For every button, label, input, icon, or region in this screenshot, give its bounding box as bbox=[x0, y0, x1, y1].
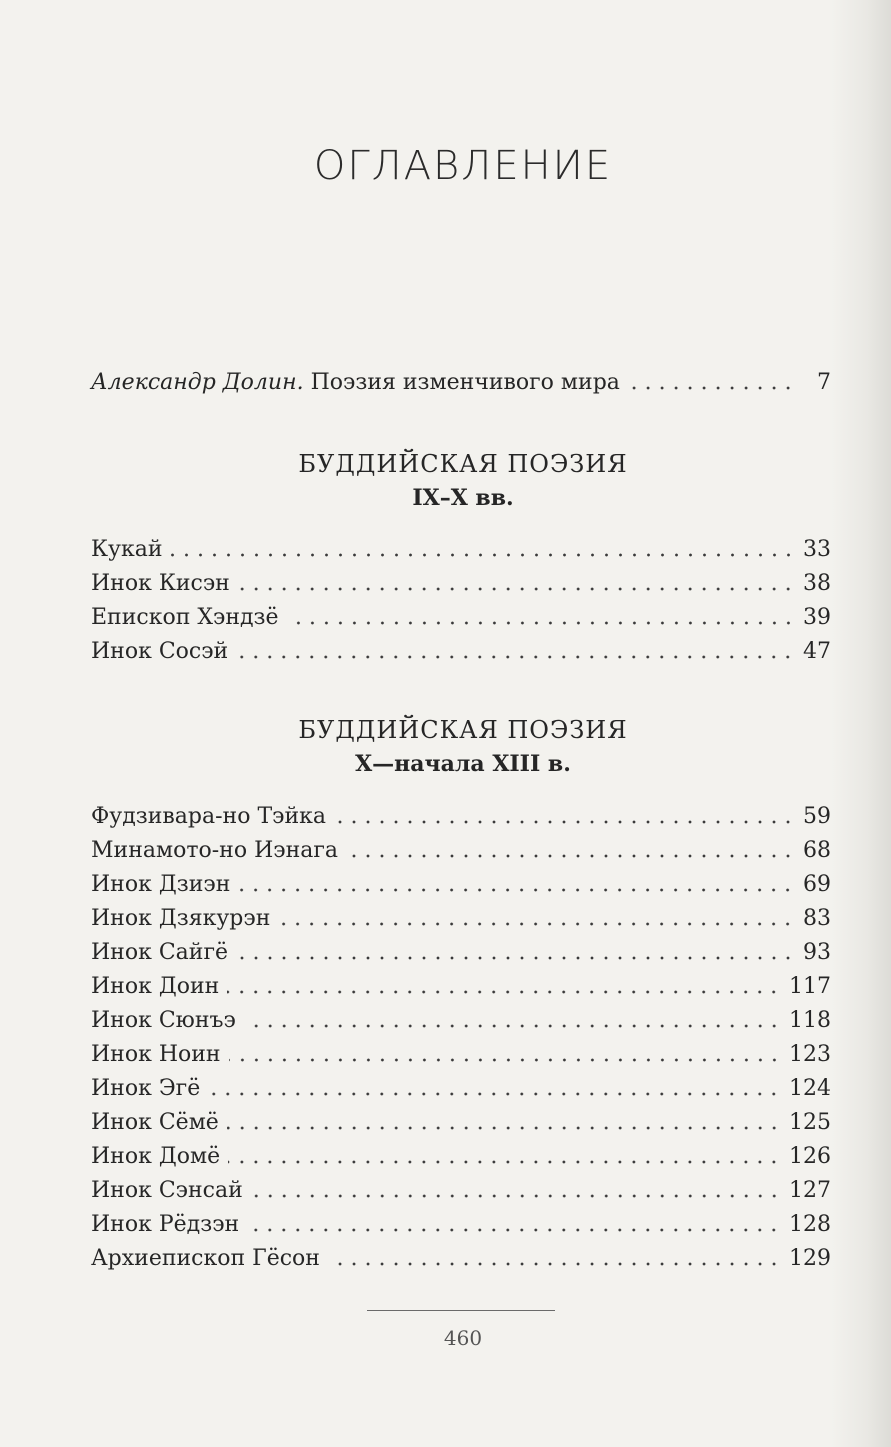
entry-name: Инок Дзякурэн bbox=[91, 906, 271, 931]
section-heading: БУДДИЙСКАЯ ПОЭЗИЯ bbox=[298, 450, 628, 478]
dot-leader bbox=[238, 888, 795, 892]
entry-name: Инок Дзиэн bbox=[91, 872, 231, 897]
entry-page: 83 bbox=[803, 906, 831, 931]
entry-page: 124 bbox=[789, 1076, 831, 1101]
footer-rule bbox=[367, 1310, 555, 1311]
toc-entry[interactable] bbox=[91, 1004, 831, 1038]
entry-page: 123 bbox=[789, 1042, 831, 1067]
entry-name: Инок Эгё bbox=[91, 1076, 201, 1101]
entry-name: Минамото-но Иэнага bbox=[91, 838, 339, 863]
dot-leader bbox=[236, 956, 795, 960]
toc-entry[interactable] bbox=[91, 1038, 831, 1072]
entry-page: 127 bbox=[789, 1178, 831, 1203]
dot-leader bbox=[287, 621, 795, 625]
entry-name: Кукай bbox=[91, 537, 163, 562]
toc-entry[interactable] bbox=[91, 1208, 831, 1242]
section-heading: БУДДИЙСКАЯ ПОЭЗИЯ bbox=[298, 716, 628, 744]
entry-page: 69 bbox=[803, 872, 831, 897]
dot-leader bbox=[229, 1058, 781, 1062]
toc-entry[interactable] bbox=[91, 533, 831, 567]
toc-entry[interactable] bbox=[91, 1242, 831, 1276]
entry-name: Инок Ноин bbox=[91, 1042, 221, 1067]
entry-name: Инок Кисэн bbox=[91, 571, 230, 596]
entry-name: Инок Сюнъэ bbox=[91, 1008, 236, 1033]
entry-title: Поэзия изменчивого мира bbox=[310, 370, 620, 395]
dot-leader bbox=[334, 820, 795, 824]
toc-entry[interactable] bbox=[91, 1140, 831, 1174]
entry-name: Инок Домё bbox=[91, 1144, 221, 1169]
toc-entry[interactable] bbox=[91, 800, 831, 834]
toc-entry[interactable] bbox=[91, 868, 831, 902]
toc-entry[interactable] bbox=[91, 635, 831, 669]
dot-leader bbox=[238, 587, 795, 591]
entry-author: Александр Долин. bbox=[91, 370, 304, 395]
page-title: ОГЛАВЛЕНИЕ bbox=[313, 143, 613, 189]
entry-name: Инок Сёмё bbox=[91, 1110, 219, 1135]
entry-page: 125 bbox=[789, 1110, 831, 1135]
entry-page: 128 bbox=[789, 1212, 831, 1237]
entry-page: 129 bbox=[789, 1246, 831, 1271]
dot-leader bbox=[244, 1024, 781, 1028]
section-subheading: IX–X вв. bbox=[412, 485, 514, 511]
entry-page: 39 bbox=[803, 605, 831, 630]
entry-name: Епископ Хэндзё bbox=[91, 605, 279, 630]
toc-entry[interactable] bbox=[91, 834, 831, 868]
entry-name: Инок Сайгё bbox=[91, 940, 228, 965]
toc-entry[interactable] bbox=[91, 936, 831, 970]
dot-leader bbox=[251, 1194, 781, 1198]
entry-name: Инок Сосэй bbox=[91, 639, 229, 664]
dot-leader bbox=[171, 553, 796, 557]
entry-page: 47 bbox=[803, 639, 831, 664]
entry-page: 7 bbox=[817, 370, 831, 395]
page-number: 460 bbox=[443, 1326, 483, 1350]
entry-name: Фудзивара-но Тэйка bbox=[91, 804, 326, 829]
toc-entry[interactable] bbox=[91, 970, 831, 1004]
entry-name: Инок Сэнсай bbox=[91, 1178, 243, 1203]
toc-entry-intro[interactable] bbox=[91, 366, 831, 400]
entry-page: 68 bbox=[803, 838, 831, 863]
dot-leader bbox=[227, 1126, 781, 1130]
toc-entry[interactable] bbox=[91, 601, 831, 635]
entry-page: 117 bbox=[789, 974, 831, 999]
dot-leader bbox=[208, 1092, 781, 1096]
entry-name: Инок Доин bbox=[91, 974, 220, 999]
entry-page: 38 bbox=[803, 571, 831, 596]
entry-page: 126 bbox=[789, 1144, 831, 1169]
entry-page: 33 bbox=[803, 537, 831, 562]
dot-leader bbox=[628, 386, 795, 390]
toc-entry[interactable] bbox=[91, 1174, 831, 1208]
dot-leader bbox=[228, 1160, 781, 1164]
dot-leader bbox=[236, 655, 795, 659]
dot-leader bbox=[247, 1228, 781, 1232]
entry-page: 118 bbox=[789, 1008, 831, 1033]
section-subheading: X—начала XIII в. bbox=[355, 751, 571, 777]
entry-name: Архиепископ Гёсон bbox=[91, 1246, 320, 1271]
entry-name bbox=[91, 366, 628, 400]
dot-leader bbox=[346, 854, 795, 858]
toc-entry[interactable] bbox=[91, 902, 831, 936]
toc-entry[interactable] bbox=[91, 1072, 831, 1106]
entry-name: Инок Рёдзэн bbox=[91, 1212, 240, 1237]
dot-leader bbox=[328, 1262, 781, 1266]
entry-page: 93 bbox=[803, 940, 831, 965]
toc-entry[interactable] bbox=[91, 567, 831, 601]
toc-entry[interactable] bbox=[91, 1106, 831, 1140]
entry-page: 59 bbox=[803, 804, 831, 829]
dot-leader bbox=[278, 922, 795, 926]
dot-leader bbox=[227, 990, 781, 994]
